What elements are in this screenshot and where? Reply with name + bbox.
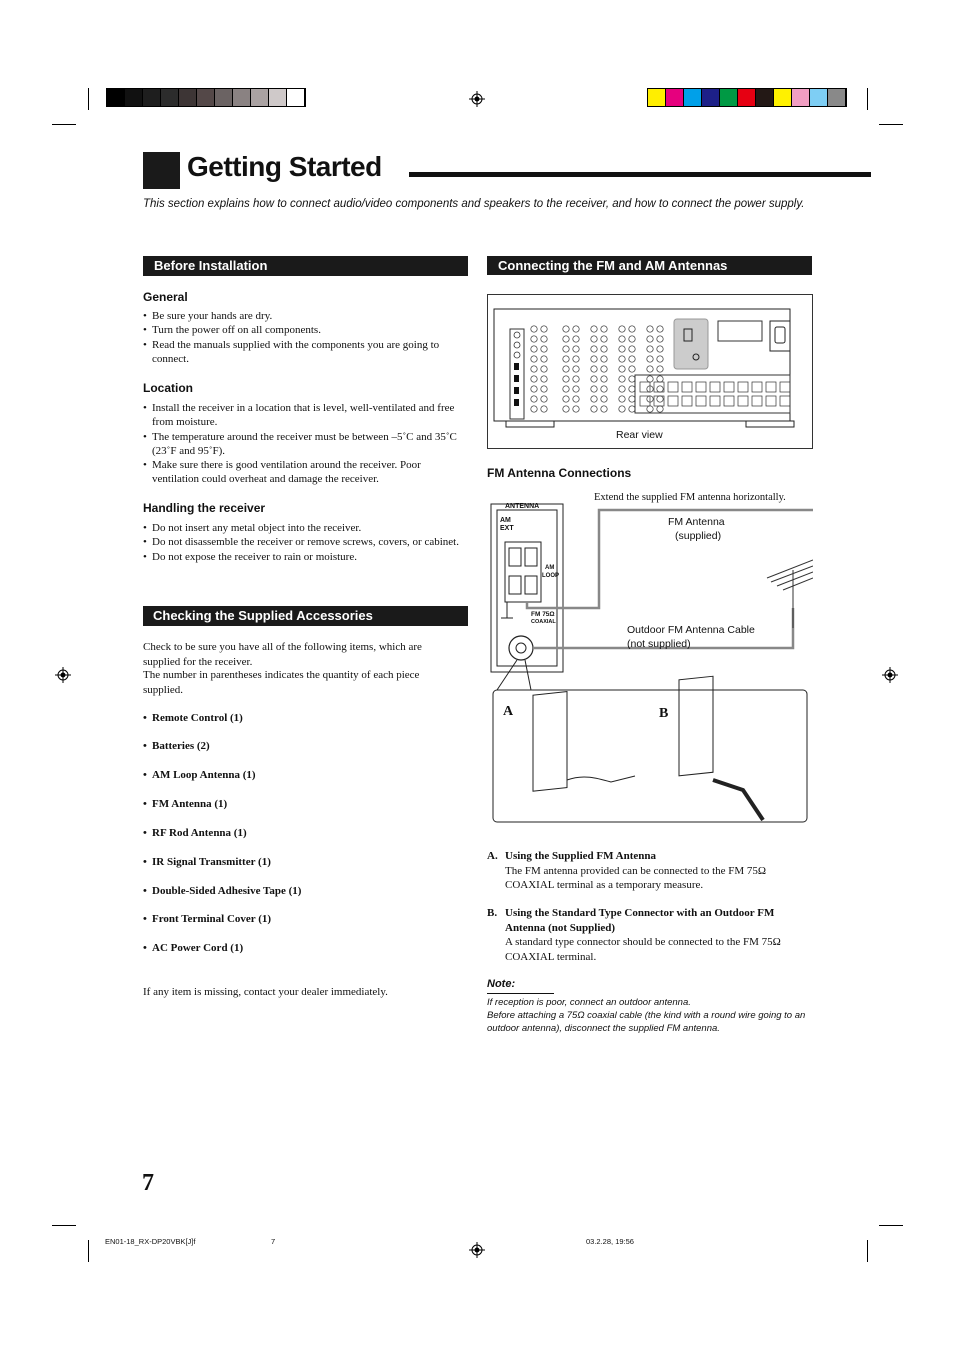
jack-icon xyxy=(541,376,547,382)
jack-icon xyxy=(591,396,597,402)
accessory-item: • Remote Control (1) xyxy=(143,712,243,724)
speaker-terminal-icon xyxy=(752,396,762,406)
list-item: • Read the manuals supplied with the components you are going to connect. xyxy=(143,338,468,367)
rear-view-caption: Rear view xyxy=(616,429,663,441)
calibration-swatch xyxy=(666,89,684,106)
jack-icon xyxy=(647,336,653,342)
accessories-intro-1: Check to be sure you have all of the following items, which are supplied for the receiver. xyxy=(143,641,422,668)
jack-icon xyxy=(541,356,547,362)
note-title: Note: xyxy=(487,978,516,990)
jack-icon xyxy=(591,366,597,372)
jack-icon xyxy=(629,326,635,332)
jack-icon xyxy=(531,396,537,402)
calibration-swatch xyxy=(720,89,738,106)
speaker-terminal-icon xyxy=(668,382,678,392)
accessory-item: • FM Antenna (1) xyxy=(143,798,227,810)
jack-icon xyxy=(591,346,597,352)
jack-icon xyxy=(657,326,663,332)
step-b xyxy=(487,906,812,964)
calibration-swatch xyxy=(684,89,702,106)
section-heading-before-installation xyxy=(143,256,468,276)
rear-view-figure xyxy=(487,294,813,449)
speaker-terminal-icon xyxy=(640,382,650,392)
section-heading-antennas xyxy=(487,256,812,275)
jack-icon xyxy=(647,366,653,372)
calibration-swatch xyxy=(792,89,810,106)
calibration-swatch xyxy=(702,89,720,106)
jack-icon xyxy=(541,336,547,342)
jack-icon xyxy=(647,356,653,362)
jack-icon xyxy=(619,346,625,352)
jack-icon xyxy=(531,356,537,362)
coaxial-label: COAXIAL xyxy=(531,619,556,625)
jack-icon xyxy=(629,336,635,342)
jack-icon xyxy=(591,376,597,382)
jack-icon xyxy=(541,396,547,402)
step-text: The FM antenna provided can be connected to the FM 75Ω COAXIAL terminal as a temporary measure. xyxy=(505,864,767,891)
jack-icon xyxy=(657,406,663,412)
fm-antenna-sublabel: (supplied) xyxy=(675,530,722,542)
calibration-swatch xyxy=(756,89,774,106)
jack-icon xyxy=(573,366,579,372)
crop-mark xyxy=(52,1225,76,1226)
calibration-swatch xyxy=(125,89,143,106)
jack-icon xyxy=(647,346,653,352)
missing-items-note: If any item is missing, contact your dealer immediately. xyxy=(143,986,388,998)
registration-mark-icon xyxy=(469,1242,485,1258)
jack-icon xyxy=(541,366,547,372)
jack-icon xyxy=(629,356,635,362)
section-heading-accessories xyxy=(143,606,468,626)
speaker-terminal-icon xyxy=(640,396,650,406)
receiver-rear-panel-illustration xyxy=(488,295,812,448)
jack-icon xyxy=(573,326,579,332)
jack-icon xyxy=(573,376,579,382)
extend-note: Extend the supplied FM antenna horizontally. xyxy=(594,492,786,503)
antenna-panel-label: ANTENNA xyxy=(505,503,540,510)
jack-icon xyxy=(541,386,547,392)
jack-icon xyxy=(647,406,653,412)
calibration-swatch xyxy=(197,89,215,106)
handling-list xyxy=(143,521,463,564)
speaker-terminal-icon xyxy=(724,396,734,406)
speaker-terminal-icon xyxy=(766,382,776,392)
section-marker-block xyxy=(143,152,180,189)
accessory-item: • IR Signal Transmitter (1) xyxy=(143,856,271,868)
jack-icon xyxy=(619,406,625,412)
calibration-swatch xyxy=(648,89,666,106)
jack-icon xyxy=(619,386,625,392)
speaker-terminal-icon xyxy=(696,382,706,392)
footer-file: EN01-18_RX-DP20VBK[J]f xyxy=(105,1237,196,1246)
jack-icon xyxy=(647,326,653,332)
jack-icon xyxy=(657,336,663,342)
registration-mark-icon xyxy=(55,667,71,683)
speaker-terminal-icon xyxy=(682,382,692,392)
jack-icon xyxy=(563,366,569,372)
note-rule xyxy=(487,993,554,994)
calibration-swatch xyxy=(179,89,197,106)
am-loop-label-2: LOOP xyxy=(542,573,560,579)
speaker-terminal-icon xyxy=(780,396,790,406)
subheading-general: General xyxy=(143,290,188,304)
section-heading-label: Connecting the FM and AM Antennas xyxy=(498,258,728,273)
jack-icon xyxy=(573,406,579,412)
jack-icon xyxy=(563,326,569,332)
step-a xyxy=(487,849,812,893)
calibration-swatch xyxy=(774,89,792,106)
jack-icon xyxy=(601,406,607,412)
accessory-item: • RF Rod Antenna (1) xyxy=(143,827,247,839)
calibration-swatch xyxy=(810,89,828,106)
page-title: Getting Started xyxy=(187,151,382,182)
list-item: • Turn the power off on all components. xyxy=(143,323,468,337)
jack-icon xyxy=(541,346,547,352)
speaker-terminal-icon xyxy=(780,382,790,392)
calibration-swatch xyxy=(107,89,125,106)
jack-icon xyxy=(657,346,663,352)
jack-icon xyxy=(619,376,625,382)
jack-icon xyxy=(657,366,663,372)
footer-date: 03.2.28, 19:56 xyxy=(586,1237,634,1246)
speaker-terminal-icon xyxy=(696,396,706,406)
jack-icon xyxy=(657,386,663,392)
list-item: • Do not expose the receiver to rain or moisture. xyxy=(143,550,463,564)
list-item: • Make sure there is good ventilation around the receiver. Poor ventilation could overheat and damage the receiver. xyxy=(143,458,465,487)
jack-icon xyxy=(629,386,635,392)
jack-icon xyxy=(591,386,597,392)
jack-icon xyxy=(647,376,653,382)
am-loop-label: AM xyxy=(545,565,555,571)
fm-antenna-connections-title: FM Antenna Connections xyxy=(487,466,632,480)
step-letter: B. xyxy=(487,907,498,919)
crop-mark xyxy=(879,124,903,125)
calibration-swatch xyxy=(143,89,161,106)
jack-icon xyxy=(531,376,537,382)
calibration-swatch xyxy=(738,89,756,106)
fm75-label: FM 75Ω xyxy=(531,611,555,618)
jack-icon xyxy=(573,396,579,402)
speaker-terminal-icon xyxy=(682,396,692,406)
section-heading-label: Checking the Supplied Accessories xyxy=(153,608,373,623)
speaker-terminal-icon xyxy=(766,396,776,406)
jack-icon xyxy=(619,366,625,372)
jack-icon xyxy=(531,366,537,372)
crop-mark xyxy=(879,1225,903,1226)
speaker-terminal-icon xyxy=(752,382,762,392)
outdoor-cable-sublabel: (not supplied) xyxy=(627,638,691,650)
crop-mark xyxy=(52,124,76,125)
accessory-item: • Front Terminal Cover (1) xyxy=(143,913,271,925)
calibration-swatch xyxy=(828,89,846,106)
jack-icon xyxy=(563,396,569,402)
calibration-swatch xyxy=(215,89,233,106)
jack-icon xyxy=(531,386,537,392)
jack-icon xyxy=(601,376,607,382)
speaker-terminal-icon xyxy=(724,382,734,392)
jack-icon xyxy=(601,366,607,372)
diagram-label-b: B xyxy=(659,706,669,721)
step-letter: A. xyxy=(487,850,498,862)
fm-antenna-label: FM Antenna xyxy=(668,516,725,528)
jack-icon xyxy=(531,346,537,352)
jack-icon xyxy=(531,326,537,332)
crop-mark xyxy=(88,1240,89,1262)
jack-icon xyxy=(601,356,607,362)
jack-icon xyxy=(563,386,569,392)
general-list xyxy=(143,309,468,366)
list-item: • The temperature around the receiver must be between –5˚C and 35˚C (23˚F and 95˚F). xyxy=(143,430,465,459)
jack-icon xyxy=(657,356,663,362)
calibration-swatch xyxy=(161,89,179,106)
subheading-handling: Handling the receiver xyxy=(143,501,266,515)
jack-icon xyxy=(591,406,597,412)
section-heading-label: Before Installation xyxy=(154,258,268,273)
jack-icon xyxy=(563,336,569,342)
registration-mark-icon xyxy=(882,667,898,683)
jack-icon xyxy=(563,406,569,412)
list-item: • Be sure your hands are dry. xyxy=(143,309,468,323)
page-number: 7 xyxy=(142,1170,154,1196)
jack-icon xyxy=(629,346,635,352)
jack-icon xyxy=(619,356,625,362)
jack-icon xyxy=(601,386,607,392)
jack-icon xyxy=(629,406,635,412)
jack-icon xyxy=(629,376,635,382)
accessory-item: • AC Power Cord (1) xyxy=(143,942,243,954)
jack-icon xyxy=(619,336,625,342)
jack-icon xyxy=(531,336,537,342)
speaker-terminal-icon xyxy=(738,396,748,406)
accessory-item: • AM Loop Antenna (1) xyxy=(143,769,256,781)
location-list xyxy=(143,401,465,487)
title-rule xyxy=(409,172,871,177)
am-ext-label-2: EXT xyxy=(500,525,514,532)
jack-icon xyxy=(531,406,537,412)
accessory-item: • Batteries (2) xyxy=(143,740,210,752)
calibration-swatch xyxy=(269,89,287,106)
color-calibration-bar xyxy=(647,88,847,107)
jack-icon xyxy=(601,396,607,402)
list-item: • Install the receiver in a location that is level, well-ventilated and free from moisture. xyxy=(143,401,465,430)
jack-icon xyxy=(563,346,569,352)
jack-icon xyxy=(591,326,597,332)
calibration-swatch xyxy=(251,89,269,106)
crop-mark xyxy=(867,1240,868,1262)
list-item: • Do not insert any metal object into the receiver. xyxy=(143,521,463,535)
speaker-terminal-icon xyxy=(668,396,678,406)
list-item: • Do not disassemble the receiver or remove screws, covers, or cabinet. xyxy=(143,535,463,549)
jack-icon xyxy=(591,356,597,362)
jack-icon xyxy=(657,376,663,382)
diagram-label-a: A xyxy=(503,704,514,719)
jack-icon xyxy=(563,356,569,362)
jack-icon xyxy=(541,326,547,332)
am-ext-label: AM xyxy=(500,517,511,524)
jack-icon xyxy=(573,356,579,362)
jack-icon xyxy=(573,386,579,392)
accessories-intro-2: The number in parentheses indicates the quantity of each piece supplied. xyxy=(143,669,420,696)
jack-icon xyxy=(629,396,635,402)
grayscale-calibration-bar xyxy=(106,88,306,107)
speaker-terminal-icon xyxy=(710,396,720,406)
jack-icon xyxy=(629,366,635,372)
registration-mark-icon xyxy=(469,91,485,107)
speaker-terminal-icon xyxy=(710,382,720,392)
jack-icon xyxy=(591,336,597,342)
jack-icon xyxy=(601,346,607,352)
speaker-terminal-icon xyxy=(738,382,748,392)
step-title: Using the Supplied FM Antenna xyxy=(505,850,656,862)
crop-mark xyxy=(867,88,868,110)
jack-grid xyxy=(531,326,790,412)
fm-antenna-diagram xyxy=(487,490,813,825)
note-line: Before attaching a 75Ω coaxial cable (the kind with a round wire going to an outdoor antenna), disconnect the supplied FM antenna. xyxy=(487,1010,806,1034)
note-line: If reception is poor, connect an outdoor antenna. xyxy=(487,997,691,1008)
subheading-location: Location xyxy=(143,381,193,395)
crop-mark xyxy=(88,88,89,110)
jack-icon xyxy=(573,346,579,352)
intro-text: This section explains how to connect audio/video components and speakers to the receiver, and how to connect the power supply. xyxy=(143,198,805,210)
jack-icon xyxy=(619,396,625,402)
jack-icon xyxy=(563,376,569,382)
footer-page: 7 xyxy=(271,1237,276,1246)
jack-icon xyxy=(657,396,663,402)
calibration-swatch xyxy=(287,89,305,106)
outdoor-cable-label: Outdoor FM Antenna Cable xyxy=(627,624,755,636)
jack-icon xyxy=(619,326,625,332)
step-title: Using the Standard Type Connector with an Outdoor FM Antenna (not Supplied) xyxy=(505,907,775,934)
step-text: A standard type connector should be connected to the FM 75Ω COAXIAL terminal. xyxy=(505,936,781,963)
jack-icon xyxy=(573,336,579,342)
accessory-item: • Double-Sided Adhesive Tape (1) xyxy=(143,885,301,897)
jack-icon xyxy=(541,406,547,412)
jack-icon xyxy=(601,336,607,342)
calibration-swatch xyxy=(233,89,251,106)
jack-icon xyxy=(601,326,607,332)
